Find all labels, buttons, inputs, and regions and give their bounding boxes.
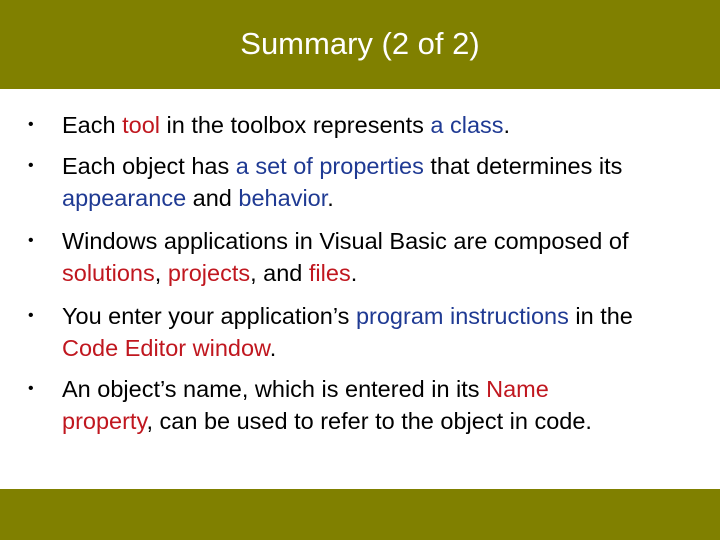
- text-segment: .: [269, 335, 277, 361]
- bullet-text: [62, 109, 702, 141]
- term-highlight: property: [62, 408, 147, 434]
- term-highlight: a set of properties: [235, 153, 424, 179]
- text-segment: in the: [568, 303, 633, 329]
- text-segment: that determines its: [423, 153, 623, 179]
- text-segment: You enter your application’s: [62, 303, 356, 329]
- term-highlight: behavior: [238, 185, 328, 211]
- bullet-line: [62, 405, 702, 437]
- bullet-line: [62, 300, 702, 332]
- text-segment: , and: [250, 260, 309, 286]
- bullet-line: [62, 373, 702, 405]
- bullet-marker: •: [28, 116, 34, 133]
- term-highlight: program instructions: [355, 303, 569, 329]
- text-segment: .: [327, 185, 334, 211]
- term-highlight: Name: [486, 376, 549, 402]
- bullet-text: [62, 373, 702, 437]
- text-segment: .: [503, 112, 511, 138]
- text-segment: in the toolbox represents: [159, 112, 431, 138]
- slide-title: Summary (2 of 2): [240, 26, 480, 61]
- bullet-line: [62, 332, 702, 364]
- text-segment: .: [350, 260, 358, 286]
- footer-band: [0, 489, 720, 540]
- bullet-marker: •: [28, 157, 34, 174]
- text-segment: ,: [154, 260, 168, 286]
- bullet-text: [62, 300, 702, 364]
- bullet-line: [62, 150, 702, 182]
- term-highlight: tool: [122, 112, 160, 138]
- text-segment: , can be used to refer to the object in code.: [146, 408, 592, 434]
- bullet-marker: •: [28, 307, 34, 324]
- term-highlight: files: [308, 260, 351, 286]
- term-highlight: projects: [167, 260, 251, 286]
- bullet-marker: •: [28, 232, 34, 249]
- text-segment: An object’s name, which is entered in its: [62, 376, 487, 402]
- text-segment: and: [186, 185, 239, 211]
- bullet-line: [62, 257, 702, 289]
- text-segment: Each object has: [62, 153, 236, 179]
- term-highlight: a class: [430, 112, 504, 138]
- bullet-marker: •: [28, 380, 34, 397]
- text-segment: Windows applications in Visual Basic are composed of: [62, 228, 629, 254]
- bullet-line: [62, 225, 702, 257]
- bullet-text: [62, 225, 702, 289]
- term-highlight: solutions: [62, 260, 155, 286]
- term-highlight: appearance: [62, 185, 187, 211]
- bullet-text: [62, 150, 702, 214]
- term-highlight: Code Editor window: [62, 335, 270, 361]
- bullet-line: [62, 109, 702, 141]
- bullet-line: [62, 182, 702, 214]
- text-segment: Each: [62, 112, 123, 138]
